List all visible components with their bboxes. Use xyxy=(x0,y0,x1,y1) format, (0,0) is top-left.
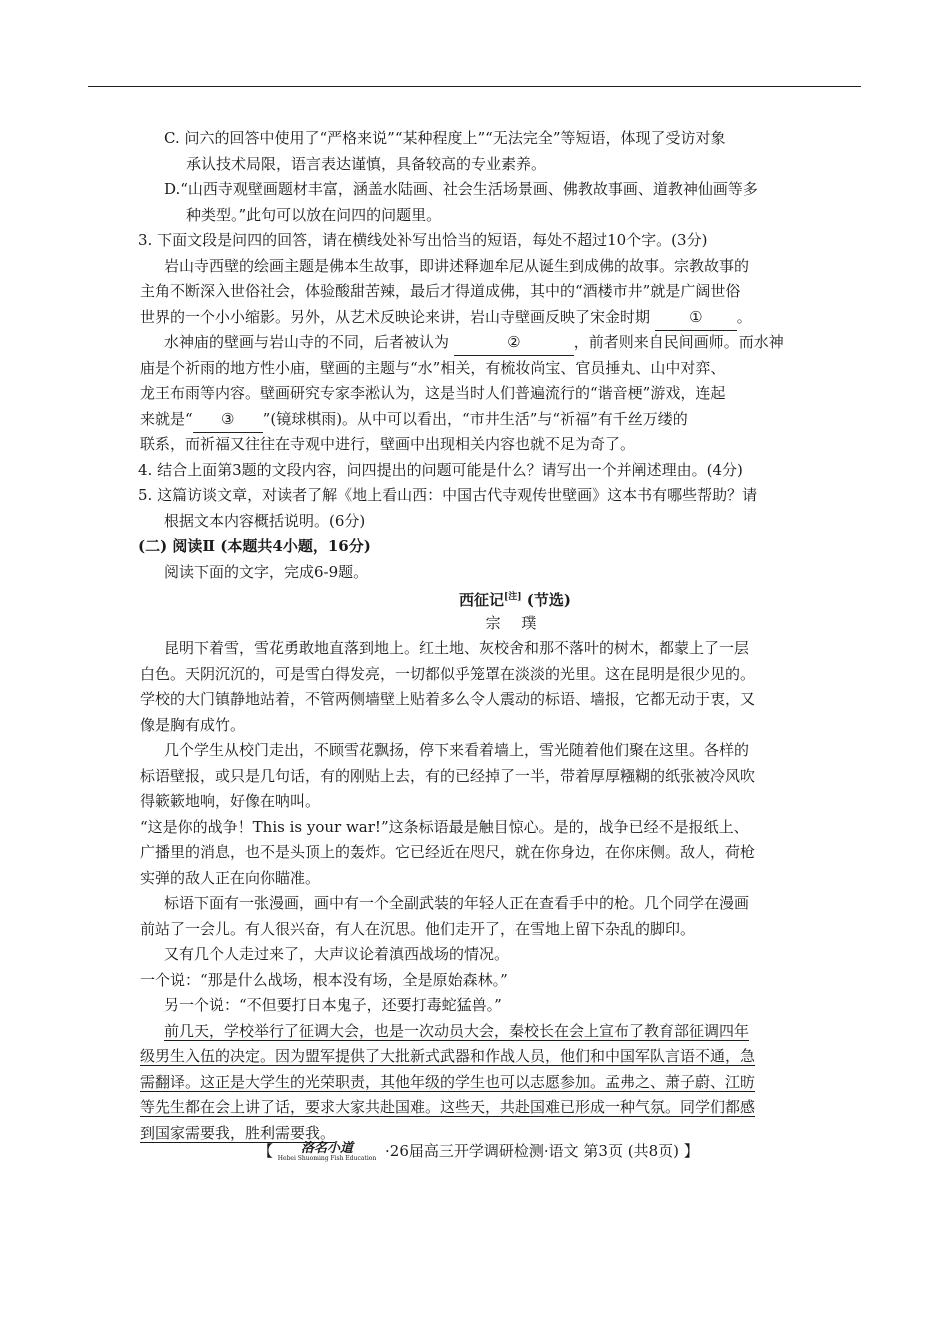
q3-text: ，前者则来自民间画师。而水神 xyxy=(573,333,784,351)
q3-paragraph-line: 联系，而祈福又往往在寺观中进行，壁画中出现相关内容也就不足为奇了。 xyxy=(140,435,636,453)
passage-line: 又有几个人走过来了，大声议论着滇西战场的情况。 xyxy=(164,945,510,963)
note-marker: [注] xyxy=(504,592,522,602)
underlined-passage-line: 级男生入伍的决定。因为盟军提供了大批新式武器和作战人员，他们和中国军队言语不通，急 xyxy=(140,1047,756,1065)
passage-line: 前站了一会儿。有人很兴奋，有人在沉思。他们走开了，在雪地上留下杂乱的脚印。 xyxy=(140,919,696,938)
q3-text: 水神庙的壁画与岩山寺的不同，后者被认为 xyxy=(164,333,450,351)
q3-paragraph-line: 世界的一个小小缩影。另外，从艺术反映论来讲，岩山寺壁画反映了宋金时期 ① 。 xyxy=(140,305,850,331)
q3-paragraph-line: 主角不断深入世俗社会，体验酸甜苦辣，最后才得道成佛，其中的“酒楼市井”就是广阔世俗 xyxy=(140,282,741,300)
footer-text: ·26届高三开学调研检测·语文 第3页 (共8页) xyxy=(385,1142,679,1160)
q3-text: ”(镜球棋雨)。从中可以看出，“市井生活”与“祈福”有千丝万缕的 xyxy=(262,409,688,428)
option-d-line-2: 种类型。”此句可以放在问四的问题里。 xyxy=(186,205,442,224)
passage-line: 学校的大门镇静地站着，不管两侧墙壁上贴着多么令人震动的标语、墙报，它都无动于衷，又 xyxy=(140,690,756,708)
option-c-line-1: C. 问六的回答中使用了“严格来说”“某种程度上”“无法完全”等短语，体现了受访对象 xyxy=(164,129,726,147)
question-5: 5. 这篇访谈文章，对读者了解《地上看山西：中国古代寺观传世壁画》这本书有哪些帮助？请 xyxy=(138,486,758,504)
top-rule xyxy=(88,86,861,87)
page-footer xyxy=(258,1140,699,1162)
logo-subtext: Hebei Shuoming Fish Education xyxy=(277,1154,377,1162)
passage-line: 得簌簌地响，好像在呐叫。 xyxy=(140,792,321,810)
q3-paragraph-line: 岩山寺西壁的绘画主题是佛本生故事，即讲述释迦牟尼从诞生到成佛的故事。宗教故事的 xyxy=(164,256,750,275)
passage-line: 一个说：“那是什么战场，根本没有场，全是原始森林。” xyxy=(140,970,508,989)
underlined-passage-line: 前几天，学校举行了征调大会，也是一次动员大会，秦校长在会上宣布了教育部征调四年 xyxy=(164,1021,750,1040)
question-4: 4. 结合上面第3题的文段内容，问四提出的问题可能是什么？请写出一个并阐述理由。(4分) xyxy=(138,460,743,479)
reading-instruction: 阅读下面的文字，完成6-9题。 xyxy=(164,562,369,581)
underlined-passage-line: 等先生都在会上讲了话，要求大家共赴国难。这些天，共赴国难已形成一种气氛。同学们都感 xyxy=(140,1098,756,1116)
passage-line: 标语下面有一张漫画，画中有一个全副武装的年轻人正在查看手中的枪。几个同学在漫画 xyxy=(164,894,750,912)
question-3: 3. 下面文段是问四的回答，请在横线处补写出恰当的短语，每处不超过10个字。(3分) xyxy=(138,231,708,249)
q3-paragraph-line: 龙王布雨等内容。壁画研究专家李淞认为，这是当时人们普遍流行的“谐音梗”游戏，连起 xyxy=(140,384,726,402)
q3-paragraph-line xyxy=(140,330,850,356)
passage-line: “这是你的战争！This is your war!”这条标语最是触目惊心。是的，战争已经不是报纸上、 xyxy=(140,817,749,836)
logo-text: 洛名小道 xyxy=(301,1140,354,1156)
passage-line: 几个学生从校门走出，不顾雪花飘扬，停下来看着墙上，雪光随着他们聚在这里。各样的 xyxy=(164,741,750,759)
underlined-passage-line: 需翻译。这正是大学生的光荣职责，其他年级的学生也可以志愿参加。孟弗之、萧子蔚、江昉 xyxy=(140,1072,756,1091)
passage-line: 标语壁报，或只是几句话，有的刚贴上去，有的已经掉了一半，带着厚厚糨糊的纸张被冷风吹 xyxy=(140,766,756,785)
footer-bracket-open: 【 xyxy=(258,1142,274,1160)
section-heading: (二) 阅读Ⅱ (本题共4小题，16分) xyxy=(138,537,371,555)
passage-line: 白色。天阴沉沉的，可是雪白得发亮，一切都似乎笼罩在淡淡的光里。这在昆明是很少见的。 xyxy=(140,664,756,683)
blank-3: ③ xyxy=(193,407,263,433)
underlined-passage-line: 到国家需要我，胜利需要我。 xyxy=(140,1123,336,1142)
page-content xyxy=(140,126,850,1146)
q3-paragraph-line xyxy=(140,407,850,433)
passage-author: 宗 璞 xyxy=(485,613,545,632)
question-5-line-2: 根据文本内容概括说明。(6分) xyxy=(164,511,366,530)
q3-text: 来就是“ xyxy=(140,409,193,428)
option-c-line-2: 承认技术局限，语言表达谨慎，具备较高的专业素养。 xyxy=(186,154,547,173)
passage-line: 广播里的消息，也不是头顶上的轰炸。它已经近在咫尺，就在你身边，在你床侧。敌人，荷枪 xyxy=(140,843,756,861)
blank-2: ② xyxy=(454,330,574,356)
option-d-line-1: D.“山西寺观壁画题材丰富，涵盖水陆画、社会生活场景画、佛教故事画、道教神仙画等多 xyxy=(164,180,758,198)
passage-line: 像是胸有成竹。 xyxy=(140,715,246,734)
passage-line: 昆明下着雪，雪花勇敢地直落到地上。红土地、灰校舍和那不落叶的树木，都蒙上了一层 xyxy=(164,639,750,657)
passage-line: 另一个说：“不但要打日本鬼子，还要打毒蛇猛兽。” xyxy=(164,996,502,1014)
passage-line: 实弹的敌人正在向你瞄准。 xyxy=(140,868,321,887)
publisher-logo xyxy=(277,1140,377,1162)
blank-1: ① xyxy=(655,305,737,331)
footer-bracket-close: 】 xyxy=(683,1142,699,1160)
q3-paragraph-line: 庙是个祈雨的地方性小庙，壁画的主题与“水”相关，有梳妆尚宝、官员捶丸、山中对弈、 xyxy=(140,358,726,377)
q3-text: 世界的一个小小缩影。另外，从艺术反映论来讲，岩山寺壁画反映了宋金时期 xyxy=(140,307,651,326)
passage-title: 西征记[注] (节选) xyxy=(459,591,571,609)
